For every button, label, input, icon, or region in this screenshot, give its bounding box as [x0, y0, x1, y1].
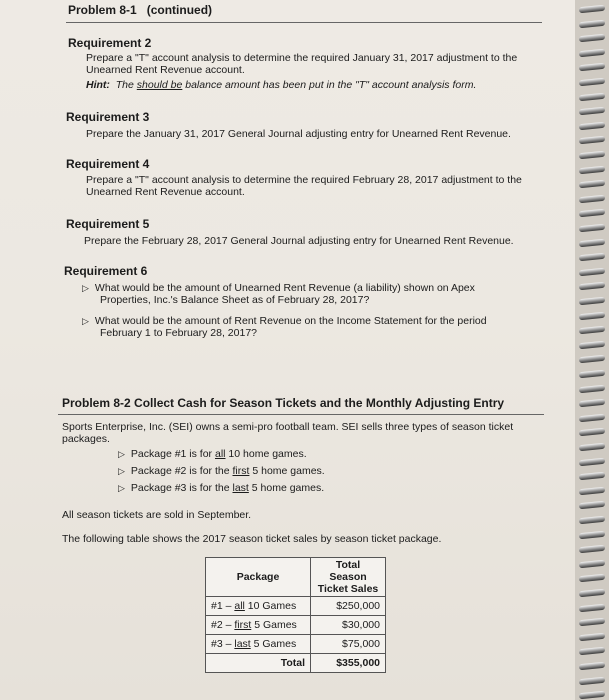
- table-row: [206, 616, 386, 635]
- binding-ring: [579, 662, 605, 671]
- binding-ring: [579, 340, 605, 349]
- hint-underlined: should be: [136, 79, 183, 91]
- col-sales-header: [311, 558, 386, 597]
- binding-ring: [579, 121, 605, 130]
- req6-q1-line1: What would be the amount of Unearned Rent Revenue (a liability) shown on Apex: [94, 282, 475, 294]
- binding-ring: [579, 282, 605, 291]
- binding-ring: [579, 516, 605, 525]
- pkg1-pre: Package #1 is for: [130, 448, 213, 460]
- pkg2-pre: Package #2 is for the: [130, 465, 230, 477]
- req6-q1-line2: Properties, Inc.'s Balance Sheet as of February 28, 2017?: [100, 294, 370, 306]
- binding-ring: [579, 443, 605, 452]
- hint-pre: The: [115, 79, 134, 91]
- binding-ring: [579, 530, 605, 539]
- binding-ring: [579, 267, 605, 276]
- binding-ring: [579, 180, 605, 189]
- binding-ring: [579, 574, 605, 583]
- binding-ring: [579, 355, 605, 364]
- binding-ring: [579, 311, 605, 320]
- amount-cell: $75,000: [311, 635, 386, 654]
- binding-ring: [579, 457, 605, 466]
- col-sales-header-line2: Ticket Sales: [317, 583, 379, 595]
- binding-ring: [579, 618, 605, 627]
- req5-title: Requirement 5: [66, 217, 150, 231]
- binding-ring: [579, 647, 605, 656]
- ticket-sales-table: [205, 557, 386, 673]
- binding-ring: [579, 48, 605, 57]
- binding-ring: [579, 413, 605, 422]
- bullet-triangle-icon: ▷: [118, 466, 125, 476]
- binding-ring: [579, 501, 605, 510]
- amount-cell: $30,000: [311, 616, 386, 635]
- req6-q2-line1: What would be the amount of Rent Revenue on the Income Statement for the period: [94, 315, 487, 327]
- req6-title: Requirement 6: [64, 264, 148, 278]
- pkg1-underlined: all: [214, 448, 226, 460]
- package-2-item: [118, 465, 325, 478]
- req2-hint: [86, 79, 476, 92]
- package-cell: [206, 616, 311, 635]
- binding-ring: [579, 92, 605, 101]
- pkg-underlined: first: [234, 619, 252, 631]
- pkg-post: 5 Games: [250, 638, 297, 650]
- total-label: Total: [206, 654, 311, 673]
- req2-line2: Unearned Rent Revenue account.: [86, 64, 245, 76]
- binding-ring: [579, 63, 605, 72]
- binding-ring: [579, 151, 605, 160]
- pkg1-post: 10 home games.: [228, 448, 307, 460]
- req2-title: Requirement 2: [68, 36, 152, 50]
- table-header-row: [206, 558, 386, 597]
- req4-line1: Prepare a "T" account analysis to determine the required February 28, 2017 adjustment to the: [86, 174, 522, 186]
- req4-line2: Unearned Rent Revenue account.: [86, 186, 245, 198]
- bullet-triangle-icon: ▷: [118, 449, 125, 459]
- problem-8-2-rule: [58, 414, 544, 415]
- p82-intro-line1: Sports Enterprise, Inc. (SEI) owns a semi-pro football team. SEI sells three types of season ticket: [62, 421, 514, 433]
- pkg-underlined: last: [234, 638, 251, 650]
- binding-ring: [579, 194, 605, 203]
- binding-ring: [579, 384, 605, 393]
- req3-line1: Prepare the January 31, 2017 General Journal adjusting entry for Unearned Rent Revenue.: [86, 128, 511, 140]
- table-total-row: [206, 654, 386, 673]
- amount-cell: $250,000: [311, 597, 386, 616]
- pkg-pre: #1 –: [211, 600, 235, 612]
- binding-ring: [579, 253, 605, 262]
- pkg3-underlined: last: [232, 482, 249, 494]
- pkg3-post: 5 home games.: [251, 482, 325, 494]
- binding-ring: [579, 19, 605, 28]
- binding-ring: [579, 676, 605, 685]
- binding-ring: [579, 399, 605, 408]
- continued-label: (continued): [146, 3, 213, 17]
- req2-line1: Prepare a "T" account analysis to determine the required January 31, 2017 adjustment to the: [86, 52, 518, 64]
- binding-ring: [579, 224, 605, 233]
- bullet-triangle-icon: ▷: [82, 316, 89, 326]
- bullet-triangle-icon: ▷: [118, 483, 125, 493]
- pkg3-pre: Package #3 is for the: [130, 482, 230, 494]
- binding-ring: [579, 472, 605, 481]
- binding-ring: [579, 559, 605, 568]
- pkg-post: 10 Games: [244, 600, 297, 612]
- req5-line1: Prepare the February 28, 2017 General Journal adjusting entry for Unearned Rent Revenue.: [84, 235, 514, 247]
- binding-ring: [579, 603, 605, 612]
- binding-ring: [579, 297, 605, 306]
- package-cell: [206, 597, 311, 616]
- package-cell: [206, 635, 311, 654]
- binding-ring: [579, 545, 605, 554]
- hint-post: balance amount has been put in the "T" account analysis form.: [185, 79, 477, 91]
- binding-ring: [579, 165, 605, 174]
- binding-ring: [579, 632, 605, 641]
- pkg2-underlined: first: [232, 465, 250, 477]
- problem-header: [68, 4, 212, 17]
- binding-ring: [579, 370, 605, 379]
- binding-ring: [579, 428, 605, 437]
- binding-ring: [579, 326, 605, 335]
- binding-ring: [579, 78, 605, 87]
- binding-ring: [579, 107, 605, 116]
- pkg2-post: 5 home games.: [252, 465, 325, 477]
- p82-table-intro: The following table shows the 2017 season ticket sales by season ticket package.: [62, 533, 442, 545]
- hint-label: Hint:: [86, 79, 110, 91]
- spiral-binding: [575, 0, 609, 700]
- req6-q2-line2: February 1 to February 28, 2017?: [100, 327, 258, 339]
- col-sales-header-line1: Total Season: [329, 559, 367, 583]
- package-3-item: [118, 482, 324, 495]
- col-package-header: Package: [206, 558, 311, 597]
- package-1-item: [118, 448, 307, 461]
- header-rule: [66, 22, 542, 23]
- bullet-triangle-icon: ▷: [82, 283, 89, 293]
- p82-intro-line2: packages.: [62, 433, 110, 445]
- binding-ring: [579, 589, 605, 598]
- req3-title: Requirement 3: [66, 110, 150, 124]
- binding-ring: [579, 136, 605, 145]
- pkg-pre: #2 –: [211, 619, 235, 631]
- binding-ring: [579, 5, 605, 14]
- pkg-pre: #3 –: [211, 638, 235, 650]
- p82-sold-line: All season tickets are sold in September.: [62, 509, 252, 521]
- pkg-post: 5 Games: [251, 619, 297, 631]
- total-amount: $355,000: [311, 654, 386, 673]
- pkg-underlined: all: [234, 600, 245, 612]
- table-row: [206, 597, 386, 616]
- table-row: [206, 635, 386, 654]
- problem-number: Problem 8-1: [68, 3, 137, 17]
- req4-title: Requirement 4: [66, 157, 150, 171]
- binding-ring: [579, 238, 605, 247]
- binding-ring: [579, 691, 605, 700]
- binding-ring: [579, 486, 605, 495]
- binding-ring: [579, 209, 605, 218]
- problem-8-2-title: Problem 8-2 Collect Cash for Season Tickets and the Monthly Adjusting Entry: [62, 396, 505, 410]
- binding-ring: [579, 34, 605, 43]
